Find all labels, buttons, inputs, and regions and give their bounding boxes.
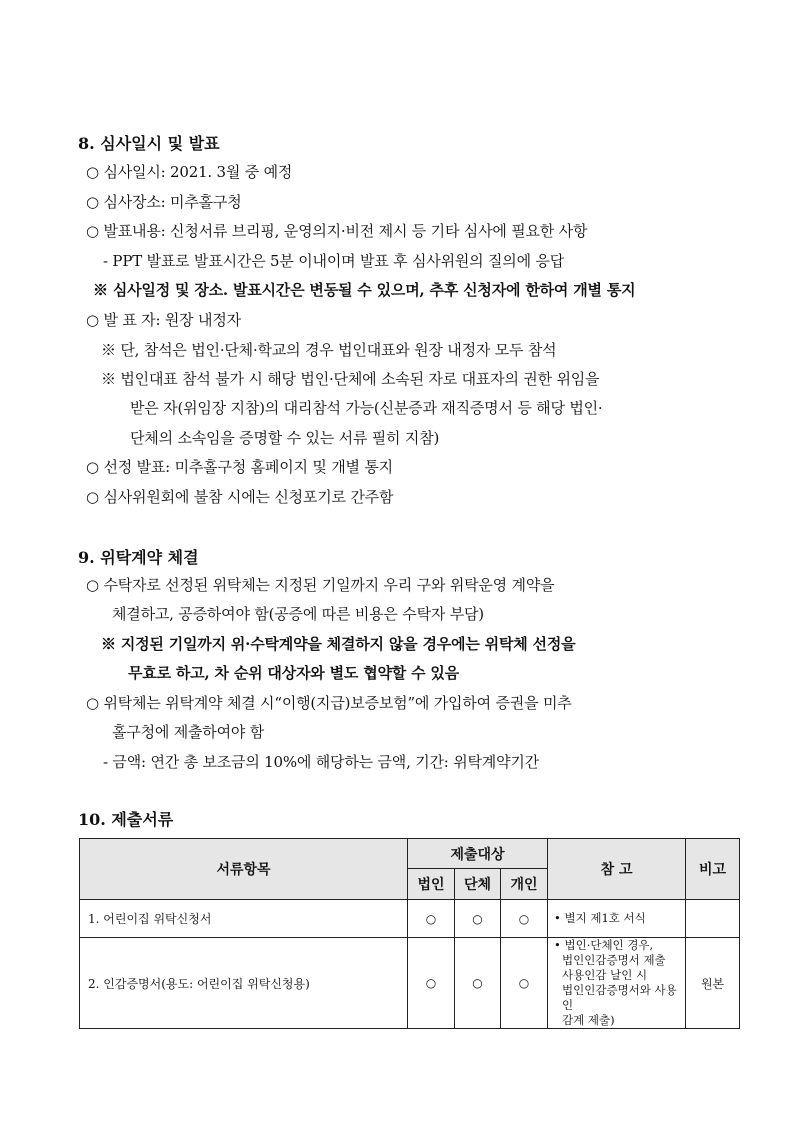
contract-line-2: 체결하고, 공증하여야 함(공증에 따른 비용은 수탁자 부담) <box>112 605 484 623</box>
announcement-line: ○ 선정 발표: 미추홀구청 홈페이지 및 개별 통지 <box>86 458 393 476</box>
insurance-amount-line: - 금액: 연간 총 보조금의 10%에 해당하는 금액, 기간: 위탁계약기간 <box>103 753 539 771</box>
contract-line-1: ○ 수탁자로 선정된 위탁체는 지정된 기일까지 우리 구와 위탁운영 계약을 <box>86 576 555 594</box>
row-1-individual: ○ <box>501 900 548 938</box>
header-group: 단체 <box>455 869 501 900</box>
section-9-heading: 9. 위탁계약 체결 <box>78 548 199 567</box>
schedule-change-notice: ※ 심사일정 및 장소. 발표시간은 변동될 수 있으며, 추후 신청자에 한하여 개별 통지 <box>93 281 636 299</box>
section-10-heading: 10. 제출서류 <box>78 810 174 829</box>
table-row <box>80 938 740 1029</box>
contract-warning-line-1: ※ 지정된 기일까지 위·수탁계약을 체결하지 않을 경우에는 위탁체 선정을 <box>101 635 576 653</box>
row-2-individual: ○ <box>501 938 548 1029</box>
proxy-note-line-3: 단체의 소속임을 증명할 수 있는 서류 필히 지참) <box>130 429 440 447</box>
row-2-group: ○ <box>455 938 501 1029</box>
insurance-line-2: 홀구청에 제출하여야 함 <box>112 723 265 741</box>
row-1-item: 1. 어린이집 위탁신청서 <box>80 900 408 938</box>
exam-place-line: ○ 심사장소: 미추홀구청 <box>86 193 242 211</box>
header-reference: 참 고 <box>548 839 686 900</box>
row-1-corp: ○ <box>408 900 455 938</box>
row-1-group: ○ <box>455 900 501 938</box>
exam-date-line: ○ 심사일시: 2021. 3월 중 예정 <box>86 163 293 181</box>
row-2-corp: ○ <box>408 938 455 1029</box>
proxy-note-line-1: ※ 법인대표 참석 불가 시 해당 법인·단체에 소속된 자로 대표자의 권한 위임을 <box>101 370 600 388</box>
presenter-line: ○ 발 표 자: 원장 내정자 <box>86 311 241 329</box>
ppt-note-line: - PPT 발표로 발표시간은 5분 이내이며 발표 후 심사위원의 질의에 응답 <box>103 252 565 270</box>
row-1-note <box>686 900 740 938</box>
proxy-note-line-2: 받은 자(위임장 지참)의 대리참석 가능(신분증과 재직증명서 등 해당 법인· <box>130 399 603 417</box>
row-2-note: 원본 <box>686 938 740 1029</box>
attendance-note-line: ※ 단, 참석은 법인·단체·학교의 경우 법인대표와 원장 내정자 모두 참석 <box>101 341 557 359</box>
absence-line: ○ 심사위원회에 불참 시에는 신청포기로 간주함 <box>86 488 394 506</box>
header-corp: 법인 <box>408 869 455 900</box>
insurance-line-1: ○ 위탁체는 위탁계약 체결 시“이행(지급)보증보험”에 가입하여 증권을 미추 <box>86 694 572 712</box>
row-1-reference: • 별지 제1호 서식 <box>548 900 686 938</box>
header-note: 비고 <box>686 839 740 900</box>
row-2-reference: • 법인·단체인 경우, 법인인감증명서 제출 사용인감 날인 시 법인인감증명서와 사용인 감계 제출) <box>548 938 686 1029</box>
contract-warning-line-2: 무효로 하고, 차 순위 대상자와 별도 협약할 수 있음 <box>128 664 460 682</box>
row-2-item: 2. 인감증명서(용도: 어린이집 위탁신청용) <box>80 938 408 1029</box>
table-row <box>80 900 740 938</box>
header-target: 제출대상 <box>408 839 548 869</box>
documents-table <box>79 838 740 1029</box>
header-item: 서류항목 <box>80 839 408 900</box>
header-individual: 개인 <box>501 869 548 900</box>
section-8-heading: 8. 심사일시 및 발표 <box>78 134 220 153</box>
presentation-content-line: ○ 발표내용: 신청서류 브리핑, 운영의지·비전 제시 등 기타 심사에 필요한 사항 <box>86 222 588 240</box>
